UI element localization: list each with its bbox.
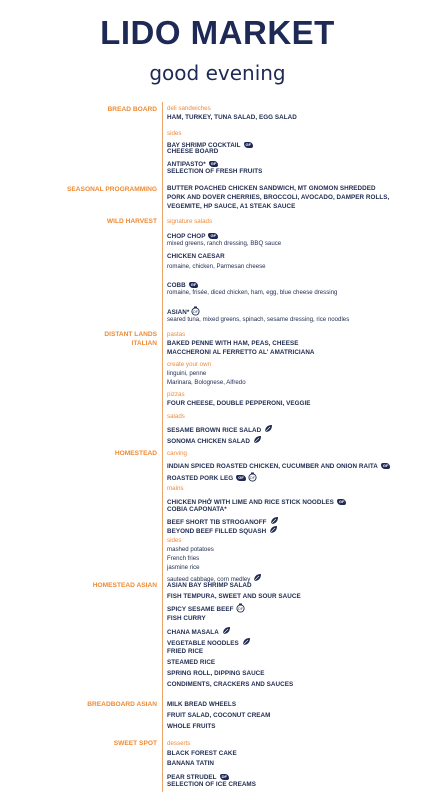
section-seasonal-programming: SEASONAL PROGRAMMING — [67, 186, 157, 193]
subheading-sides: sides — [167, 537, 182, 544]
item-description: linguini, penne — [167, 370, 207, 377]
menu-item: WHOLE FRUITS — [167, 723, 216, 730]
item-name: CHICKEN PHỞ WITH LIME AND RICE STICK NOODLES — [167, 499, 334, 506]
section-homestead-asian: HOMESTEAD ASIAN — [92, 582, 157, 589]
gf-badge-icon: GF — [245, 142, 252, 147]
pot-icon — [236, 603, 245, 613]
item-description: seared tuna, mixed greens, spinach, sesame dressing, rice noodles — [167, 316, 350, 323]
menu-item: ASIAN BAY SHRIMP SALAD — [167, 582, 252, 589]
gf-badge-icon: GF — [210, 161, 217, 166]
menu-item: VEGEMITE, HP SAUCE, A1 STEAK SAUCE — [167, 203, 296, 210]
section-italian: ITALIAN — [131, 340, 157, 347]
menu-item: MILK BREAD WHEELS — [167, 701, 237, 708]
item-description: mashed potatoes — [167, 546, 214, 553]
svg-text:DF: DF — [237, 607, 243, 611]
gf-badge-icon: GF — [190, 282, 197, 287]
item-name: CHOP CHOP — [167, 233, 206, 240]
section-bread-board: BREAD BOARD — [107, 106, 157, 113]
menu-item: BAKED PENNE WITH HAM, PEAS, CHEESE — [167, 340, 299, 347]
pot-icon — [191, 306, 200, 316]
menu-item: BUTTER POACHED CHICKEN SANDWICH, MT GNOMON SHREDDED — [167, 185, 376, 192]
menu-item-asian — [167, 306, 200, 314]
leaf-icon — [270, 516, 279, 525]
menu-item-roasted-pork-leg — [167, 472, 257, 480]
menu-item: BANANA TATIN — [167, 760, 215, 767]
section-breadboard-asian: BREADBOARD ASIAN — [87, 701, 157, 708]
menu-item: FISH TEMPURA, SWEET AND SOUR SAUCE — [167, 593, 301, 600]
subheading-pastas: pastas — [167, 331, 186, 338]
menu-item: COBIA CAPONATA* — [167, 506, 227, 513]
menu-item-sesame-brown-rice-salad — [167, 424, 273, 432]
df-badge-icon: DF — [221, 774, 227, 779]
menu-item: BLACK FOREST CAKE — [167, 750, 237, 757]
subheading-desserts: desserts — [167, 740, 191, 747]
menu-item: FRUIT SALAD, COCONUT CREAM — [167, 712, 271, 719]
gf-badge-icon: GF — [238, 475, 244, 480]
item-name: SPICY SESAME BEEF — [167, 606, 234, 613]
menu-item-vegetable-noodles — [167, 637, 251, 645]
menu-item-beyond-beef — [167, 525, 278, 533]
menu-item: PORK AND DOVER CHERRIES, BROCCOLI, AVOCADO, DAMPER ROLLS, — [167, 194, 390, 201]
menu-item: STEAMED RICE — [167, 659, 216, 666]
item-description: mixed greens, ranch dressing, BBQ sauce — [167, 240, 282, 247]
item-description: jasmine rice — [167, 564, 200, 571]
item-name: INDIAN SPICED ROASTED CHICKEN, CUCUMBER AND ONION RAITA — [167, 463, 378, 470]
section-wild-harvest: WILD HARVEST — [106, 218, 157, 225]
menu-item-bay-shrimp-cocktail — [167, 139, 253, 147]
leaf-icon — [253, 435, 262, 444]
menu-item: CONDIMENTS, CRACKERS AND SAUCES — [167, 681, 294, 688]
subheading-create-your-own: create your own — [167, 361, 212, 368]
subheading-sides: sides — [167, 130, 182, 137]
subheading-pizzas: pizzas — [167, 391, 185, 398]
gf-badge-icon: GF — [338, 499, 345, 504]
menu-item-spicy-sesame-beef — [167, 603, 245, 611]
menu-item: FRIED RICE — [167, 648, 204, 655]
item-name: ASIAN* — [167, 309, 190, 316]
menu-item-pear-strudel — [167, 771, 229, 779]
menu-item: SELECTION OF FRESH FRUITS — [167, 168, 263, 175]
menu-item: FOUR CHEESE, DOUBLE PEPPERONI, VEGGIE — [167, 400, 311, 407]
menu-item-chicken-pho — [167, 496, 346, 504]
leaf-icon — [264, 424, 273, 433]
item-description: romaine, chicken, Parmesan cheese — [167, 263, 266, 270]
gf-badge-icon: GF — [382, 463, 389, 468]
item-description: Marinara, Bolognese, Alfredo — [167, 379, 246, 386]
item-name: ANTIPASTO* — [167, 161, 206, 168]
menu-item-antipasto — [167, 158, 218, 166]
menu-item: SELECTION OF ICE CREAMS — [167, 781, 256, 788]
item-name: PEAR STRUDEL — [167, 774, 217, 781]
pot-icon — [248, 472, 257, 482]
leaf-icon — [222, 626, 231, 635]
menu-item: MACCHERONI AL FERRETTO AL' AMATRICIANA — [167, 349, 315, 356]
subheading-salads: salads — [167, 413, 185, 420]
menu-item-chana-masala — [167, 626, 231, 634]
column-divider — [162, 102, 163, 792]
item-name: BAY SHRIMP COCKTAIL — [167, 142, 241, 149]
leaf-icon — [253, 573, 262, 582]
item-name: SONOMA CHICKEN SALAD — [167, 438, 250, 445]
page-subtitle: good evening — [149, 61, 286, 85]
item-name: CHANA MASALA — [167, 629, 219, 636]
menu-item: HAM, TURKEY, TUNA SALAD, EGG SALAD — [167, 114, 297, 121]
menu-item: SPRING ROLL, DIPPING SAUCE — [167, 670, 265, 677]
subheading-signature-salads: signature salads — [167, 218, 213, 225]
section-distant-lands: DISTANT LANDS — [104, 331, 157, 338]
item-name: BEEF SHORT TIB STROGANOFF — [167, 519, 267, 526]
svg-text:DF: DF — [249, 476, 255, 480]
item-description: romaine, frisée, diced chicken, ham, egg, blue cheese dressing — [167, 289, 338, 296]
section-homestead: HOMESTEAD — [114, 450, 157, 457]
leaf-icon — [269, 525, 278, 534]
section-sweet-spot: SWEET SPOT — [113, 740, 157, 747]
svg-text:DF: DF — [193, 310, 199, 314]
menu-item-cobb — [167, 279, 198, 287]
menu-item-sauteed-cabbage — [167, 573, 262, 581]
gf-badge-icon: GF — [210, 233, 217, 238]
menu-item-indian-spiced-chicken — [167, 460, 390, 468]
subheading-carving: carving — [167, 450, 187, 457]
item-name: VEGETABLE NOODLES — [167, 640, 239, 647]
subheading-deli-sandwiches: deli sandwiches — [167, 105, 211, 112]
menu-item-sonoma-chicken-salad — [167, 435, 262, 443]
leaf-icon — [242, 637, 251, 646]
item-name: BEYOND BEEF FILLED SQUASH — [167, 528, 267, 535]
item-name: COBB — [167, 282, 186, 289]
menu-item-beef-short-tib — [167, 516, 279, 524]
subheading-mains: mains — [167, 485, 184, 492]
item-name: sauteed cabbage, corn medley — [167, 576, 251, 583]
menu-item: CHEESE BOARD — [167, 148, 219, 155]
item-name: SESAME BROWN RICE SALAD — [167, 427, 262, 434]
menu-item: FISH CURRY — [167, 615, 206, 622]
item-name: ROASTED PORK LEG — [167, 475, 234, 482]
page-title: LIDO MARKET — [100, 14, 335, 51]
item-description: French fries — [167, 555, 200, 562]
menu-item-chop-chop — [167, 230, 218, 238]
menu-item: CHICKEN CAESAR — [167, 253, 225, 260]
